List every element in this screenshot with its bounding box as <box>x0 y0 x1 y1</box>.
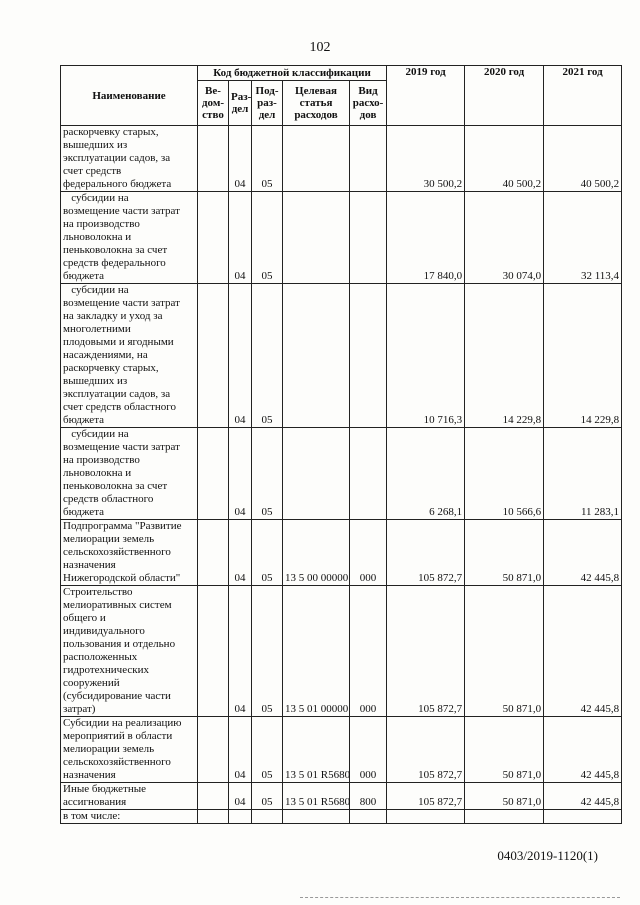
row-ved <box>198 586 229 717</box>
row-vid <box>350 284 387 428</box>
row-target <box>283 428 350 520</box>
row-target: 13 5 01 00000 <box>283 586 350 717</box>
row-value-2020: 50 871,0 <box>465 717 544 783</box>
table-row <box>61 520 622 586</box>
row-value-2019: 10 716,3 <box>387 284 465 428</box>
row-value-2019: 105 872,7 <box>387 520 465 586</box>
row-razdel: 04 <box>229 717 252 783</box>
row-value-2019: 30 500,2 <box>387 126 465 192</box>
row-target: 13 5 01 R5680 <box>283 783 350 810</box>
row-name: субсидии на возмещение части затрат на производство льноволокна и пеньковолокна за счет средств областного бюджета <box>61 428 198 520</box>
row-value-2020 <box>465 810 544 824</box>
row-razdel: 04 <box>229 586 252 717</box>
page-number: 102 <box>309 40 331 55</box>
row-vid <box>350 428 387 520</box>
row-vid: 000 <box>350 586 387 717</box>
row-value-2020: 50 871,0 <box>465 520 544 586</box>
row-name: в том числе: <box>61 810 198 824</box>
document-code: 0403/2019-1120(1) <box>497 848 598 863</box>
row-value-2020: 50 871,0 <box>465 586 544 717</box>
row-ved <box>198 192 229 284</box>
row-vid: 000 <box>350 717 387 783</box>
row-podrazdel <box>252 810 283 824</box>
row-name: субсидии на возмещение части затрат на закладку и уход за многолетними плодовыми и ягодными насаждениями, на раскорчевку старых, вышедших из эксплуатации садов, за счет средств областного бюджета <box>61 284 198 428</box>
row-target: 13 5 01 R5680 <box>283 717 350 783</box>
row-value-2021: 42 445,8 <box>544 520 622 586</box>
header-name: Наименование <box>61 66 198 126</box>
row-podrazdel: 05 <box>252 428 283 520</box>
row-target <box>283 126 350 192</box>
row-razdel: 04 <box>229 783 252 810</box>
table-row <box>61 810 622 824</box>
row-value-2020: 50 871,0 <box>465 783 544 810</box>
row-value-2021: 11 283,1 <box>544 428 622 520</box>
header-2020: 2020 год <box>465 66 544 126</box>
row-ved <box>198 126 229 192</box>
table-row <box>61 717 622 783</box>
row-target <box>283 810 350 824</box>
row-vid <box>350 810 387 824</box>
row-razdel: 04 <box>229 520 252 586</box>
row-razdel: 04 <box>229 126 252 192</box>
row-value-2020: 30 074,0 <box>465 192 544 284</box>
row-value-2019 <box>387 810 465 824</box>
row-razdel: 04 <box>229 192 252 284</box>
row-value-2020: 14 229,8 <box>465 284 544 428</box>
row-ved <box>198 810 229 824</box>
row-name: Подпрограмма "Развитие мелиорации земель сельскохозяйственного назначения Нижегородской области" <box>61 520 198 586</box>
table-row <box>61 192 622 284</box>
row-vid <box>350 192 387 284</box>
row-target <box>283 192 350 284</box>
row-podrazdel: 05 <box>252 783 283 810</box>
row-value-2019: 105 872,7 <box>387 783 465 810</box>
row-podrazdel: 05 <box>252 192 283 284</box>
table-row <box>61 783 622 810</box>
header-podrazdel: Под- раз- дел <box>252 81 283 126</box>
row-ved <box>198 284 229 428</box>
header-razdel: Раз- дел <box>229 81 252 126</box>
row-vid: 800 <box>350 783 387 810</box>
header-ved: Ве- дом- ство <box>198 81 229 126</box>
row-name: субсидии на возмещение части затрат на производство льноволокна и пеньковолокна за счет средств федерального бюджета <box>61 192 198 284</box>
row-podrazdel: 05 <box>252 126 283 192</box>
row-razdel: 04 <box>229 428 252 520</box>
header-row-top <box>61 66 622 81</box>
row-podrazdel: 05 <box>252 284 283 428</box>
header-2021: 2021 год <box>544 66 622 126</box>
row-value-2019: 105 872,7 <box>387 586 465 717</box>
row-ved <box>198 520 229 586</box>
row-value-2019: 17 840,0 <box>387 192 465 284</box>
table-row <box>61 126 622 192</box>
row-value-2019: 6 268,1 <box>387 428 465 520</box>
row-name: Иные бюджетные ассигнования <box>61 783 198 810</box>
row-vid: 000 <box>350 520 387 586</box>
row-podrazdel: 05 <box>252 717 283 783</box>
budget-table <box>60 65 622 824</box>
row-value-2020: 10 566,6 <box>465 428 544 520</box>
row-ved <box>198 428 229 520</box>
row-value-2021: 40 500,2 <box>544 126 622 192</box>
table-body <box>61 126 622 824</box>
row-value-2021: 32 113,4 <box>544 192 622 284</box>
row-vid <box>350 126 387 192</box>
table-row <box>61 428 622 520</box>
row-podrazdel: 05 <box>252 586 283 717</box>
row-value-2021: 42 445,8 <box>544 586 622 717</box>
row-target <box>283 284 350 428</box>
table-row <box>61 284 622 428</box>
row-value-2021 <box>544 810 622 824</box>
header-code-group: Код бюджетной классификации <box>198 66 387 81</box>
row-value-2021: 42 445,8 <box>544 783 622 810</box>
header-2019: 2019 год <box>387 66 465 126</box>
header-vid: Вид расхо- дов <box>350 81 387 126</box>
header-target: Целевая статья расходов <box>283 81 350 126</box>
row-target: 13 5 00 00000 <box>283 520 350 586</box>
bottom-rule <box>300 897 620 898</box>
row-ved <box>198 717 229 783</box>
row-name: Строительство мелиоративных систем общего и индивидуального пользования и отдельно расположенных гидротехнических сооружений (субсидирование части затрат) <box>61 586 198 717</box>
row-razdel: 04 <box>229 284 252 428</box>
row-value-2021: 14 229,8 <box>544 284 622 428</box>
row-name: Субсидии на реализацию мероприятий в области мелиорации земель сельскохозяйственного назначения <box>61 717 198 783</box>
row-name: раскорчевку старых, вышедших из эксплуатации садов, за счет средств федерального бюджета <box>61 126 198 192</box>
row-value-2021: 42 445,8 <box>544 717 622 783</box>
row-value-2020: 40 500,2 <box>465 126 544 192</box>
table-row <box>61 586 622 717</box>
row-podrazdel: 05 <box>252 520 283 586</box>
row-razdel <box>229 810 252 824</box>
row-value-2019: 105 872,7 <box>387 717 465 783</box>
row-ved <box>198 783 229 810</box>
